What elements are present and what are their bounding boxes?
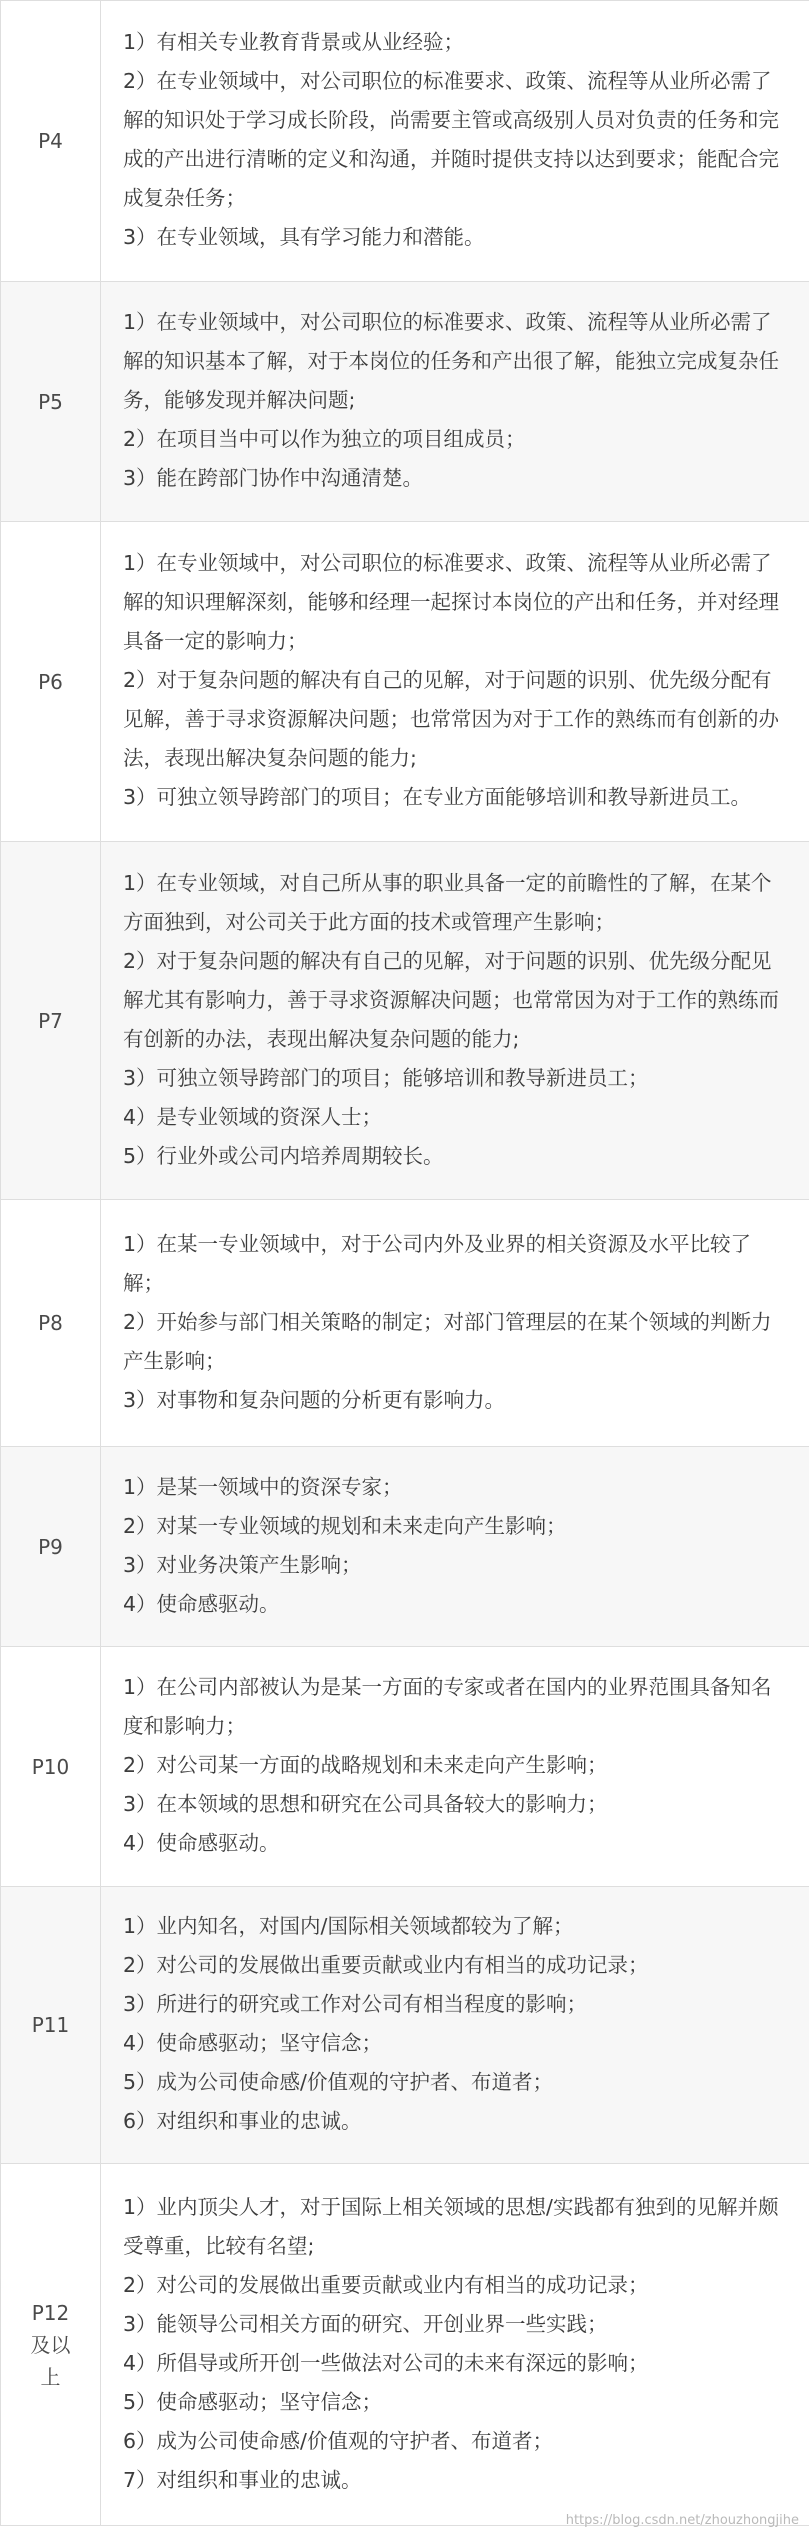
table-row: [1, 522, 809, 842]
description-line: 4）使命感驱动。: [123, 1831, 280, 1855]
description-line: 2）对公司的发展做出重要贡献或业内有相当的成功记录；: [123, 2272, 649, 2297]
description-cell: [101, 842, 809, 1200]
table-row: [1, 2164, 809, 2526]
description-line: 2）开始参与部门相关策略的制定；对部门管理层的在某个领域的判断力产生影响；: [123, 1309, 772, 1373]
description-line: 3）可独立领导跨部门的项目；能够培训和教导新进员工；: [123, 1065, 649, 1090]
description-line: 3）对业务决策产生影响；: [123, 1552, 362, 1577]
level-cell: P9: [1, 1447, 101, 1647]
description-line: 1）在专业领域中，对公司职位的标准要求、政策、流程等从业所必需了解的知识基本了解，对于本岗位的任务和产出很了解，能独立完成复杂任务，能够发现并解决问题;: [123, 310, 779, 412]
description-line: 6）对组织和事业的忠诚。: [123, 2109, 362, 2133]
description-cell: [101, 1647, 809, 1887]
description-line: 3）在本领域的思想和研究在公司具备较大的影响力；: [123, 1792, 608, 1816]
description-line: 1）是某一领域中的资深专家；: [123, 1474, 403, 1499]
description-line: 6）成为公司使命感/价值观的守护者、布道者；: [123, 2428, 553, 2453]
description-line: 5）成为公司使命感/价值观的守护者、布道者；: [123, 2070, 553, 2094]
description-line: 1）有相关专业教育背景或从业经验；: [123, 30, 465, 54]
description-line: 3）对事物和复杂问题的分析更有影响力。: [123, 1387, 506, 1412]
description-line: 1）业内知名，对国内/国际相关领域都较为了解；: [123, 1914, 574, 1938]
description-cell: [101, 282, 809, 522]
level-cell: P8: [1, 1200, 101, 1447]
table-row: [1, 1447, 809, 1647]
description-line: 7）对组织和事业的忠诚。: [123, 2467, 362, 2492]
description-line: 2）在项目当中可以作为独立的项目组成员；: [123, 427, 526, 451]
level-cell: P11: [1, 1887, 101, 2164]
description-line: 3）能在跨部门协作中沟通清楚。: [123, 466, 424, 490]
table-row: [1, 282, 809, 522]
description-line: 3）所进行的研究或工作对公司有相当程度的影响；: [123, 1992, 588, 2016]
watermark: https://blog.csdn.net/zhouzhongjihe: [565, 2513, 799, 2528]
description-cell: [101, 1887, 809, 2164]
description-line: 3）可独立领导跨部门的项目；在专业方面能够培训和教导新进员工。: [123, 785, 752, 809]
level-cell: P10: [1, 1647, 101, 1887]
level-cell: P4: [1, 1, 101, 282]
description-line: 4）是专业领域的资深人士；: [123, 1104, 383, 1129]
table-row: [1, 1887, 809, 2164]
description-line: 3）在专业领域，具有学习能力和潜能。: [123, 225, 485, 249]
description-line: 1）在某一专业领域中，对于公司内外及业界的相关资源及水平比较了解；: [123, 1231, 752, 1295]
table-body: [1, 1, 809, 2526]
description-line: 4）使命感驱动。: [123, 1591, 280, 1616]
level-cell: P12及以上: [1, 2164, 101, 2526]
table-row: [1, 842, 809, 1200]
table-row: [1, 1200, 809, 1447]
description-line: 2）对公司某一方面的战略规划和未来走向产生影响；: [123, 1753, 608, 1777]
description-line: 1）在专业领域中，对公司职位的标准要求、政策、流程等从业所必需了解的知识理解深刻，能够和经理一起探讨本岗位的产出和任务，并对经理具备一定的影响力；: [123, 551, 779, 653]
description-line: 5）行业外或公司内培养周期较长。: [123, 1143, 444, 1168]
description-line: 4）使命感驱动；坚守信念；: [123, 2031, 383, 2055]
description-line: 2）在专业领域中，对公司职位的标准要求、政策、流程等从业所必需了解的知识处于学习成长阶段，尚需要主管或高级别人员对负责的任务和完成的产出进行清晰的定义和沟通，并随时提供支持以达到要求；能配合完成复杂任务；: [123, 69, 779, 210]
description-line: 1）在专业领域，对自己所从事的职业具备一定的前瞻性的了解，在某个方面独到，对公司关于此方面的技术或管理产生影响；: [123, 870, 772, 934]
description-line: 1）在公司内部被认为是某一方面的专家或者在国内的业界范围具备知名度和影响力；: [123, 1675, 772, 1738]
description-line: 3）能领导公司相关方面的研究、开创业界一些实践；: [123, 2311, 608, 2336]
level-cell: P5: [1, 282, 101, 522]
description-line: 2）对于复杂问题的解决有自己的见解，对于问题的识别、优先级分配见解尤其有影响力，善于寻求资源解决问题；也常常因为对于工作的熟练而有创新的办法，表现出解决复杂问题的能力;: [123, 948, 779, 1051]
level-cell: P7: [1, 842, 101, 1200]
description-line: 4）所倡导或所开创一些做法对公司的未来有深远的影响；: [123, 2350, 649, 2375]
description-cell: [101, 1, 809, 282]
description-cell: [101, 1200, 809, 1447]
description-line: 2）对公司的发展做出重要贡献或业内有相当的成功记录；: [123, 1953, 649, 1977]
level-cell: P6: [1, 522, 101, 842]
table-row: [1, 1, 809, 282]
description-cell: [101, 2164, 809, 2526]
description-cell: [101, 522, 809, 842]
description-cell: [101, 1447, 809, 1647]
description-line: 2）对于复杂问题的解决有自己的见解，对于问题的识别、优先级分配有见解，善于寻求资源解决问题；也常常因为对于工作的熟练而有创新的办法，表现出解决复杂问题的能力;: [123, 668, 779, 770]
description-line: 1）业内顶尖人才，对于国际上相关领域的思想/实践都有独到的见解并颇受尊重，比较有名望;: [123, 2194, 779, 2258]
table-row: [1, 1647, 809, 1887]
description-line: 5）使命感驱动；坚守信念；: [123, 2389, 383, 2414]
description-line: 2）对某一专业领域的规划和未来走向产生影响；: [123, 1513, 567, 1538]
